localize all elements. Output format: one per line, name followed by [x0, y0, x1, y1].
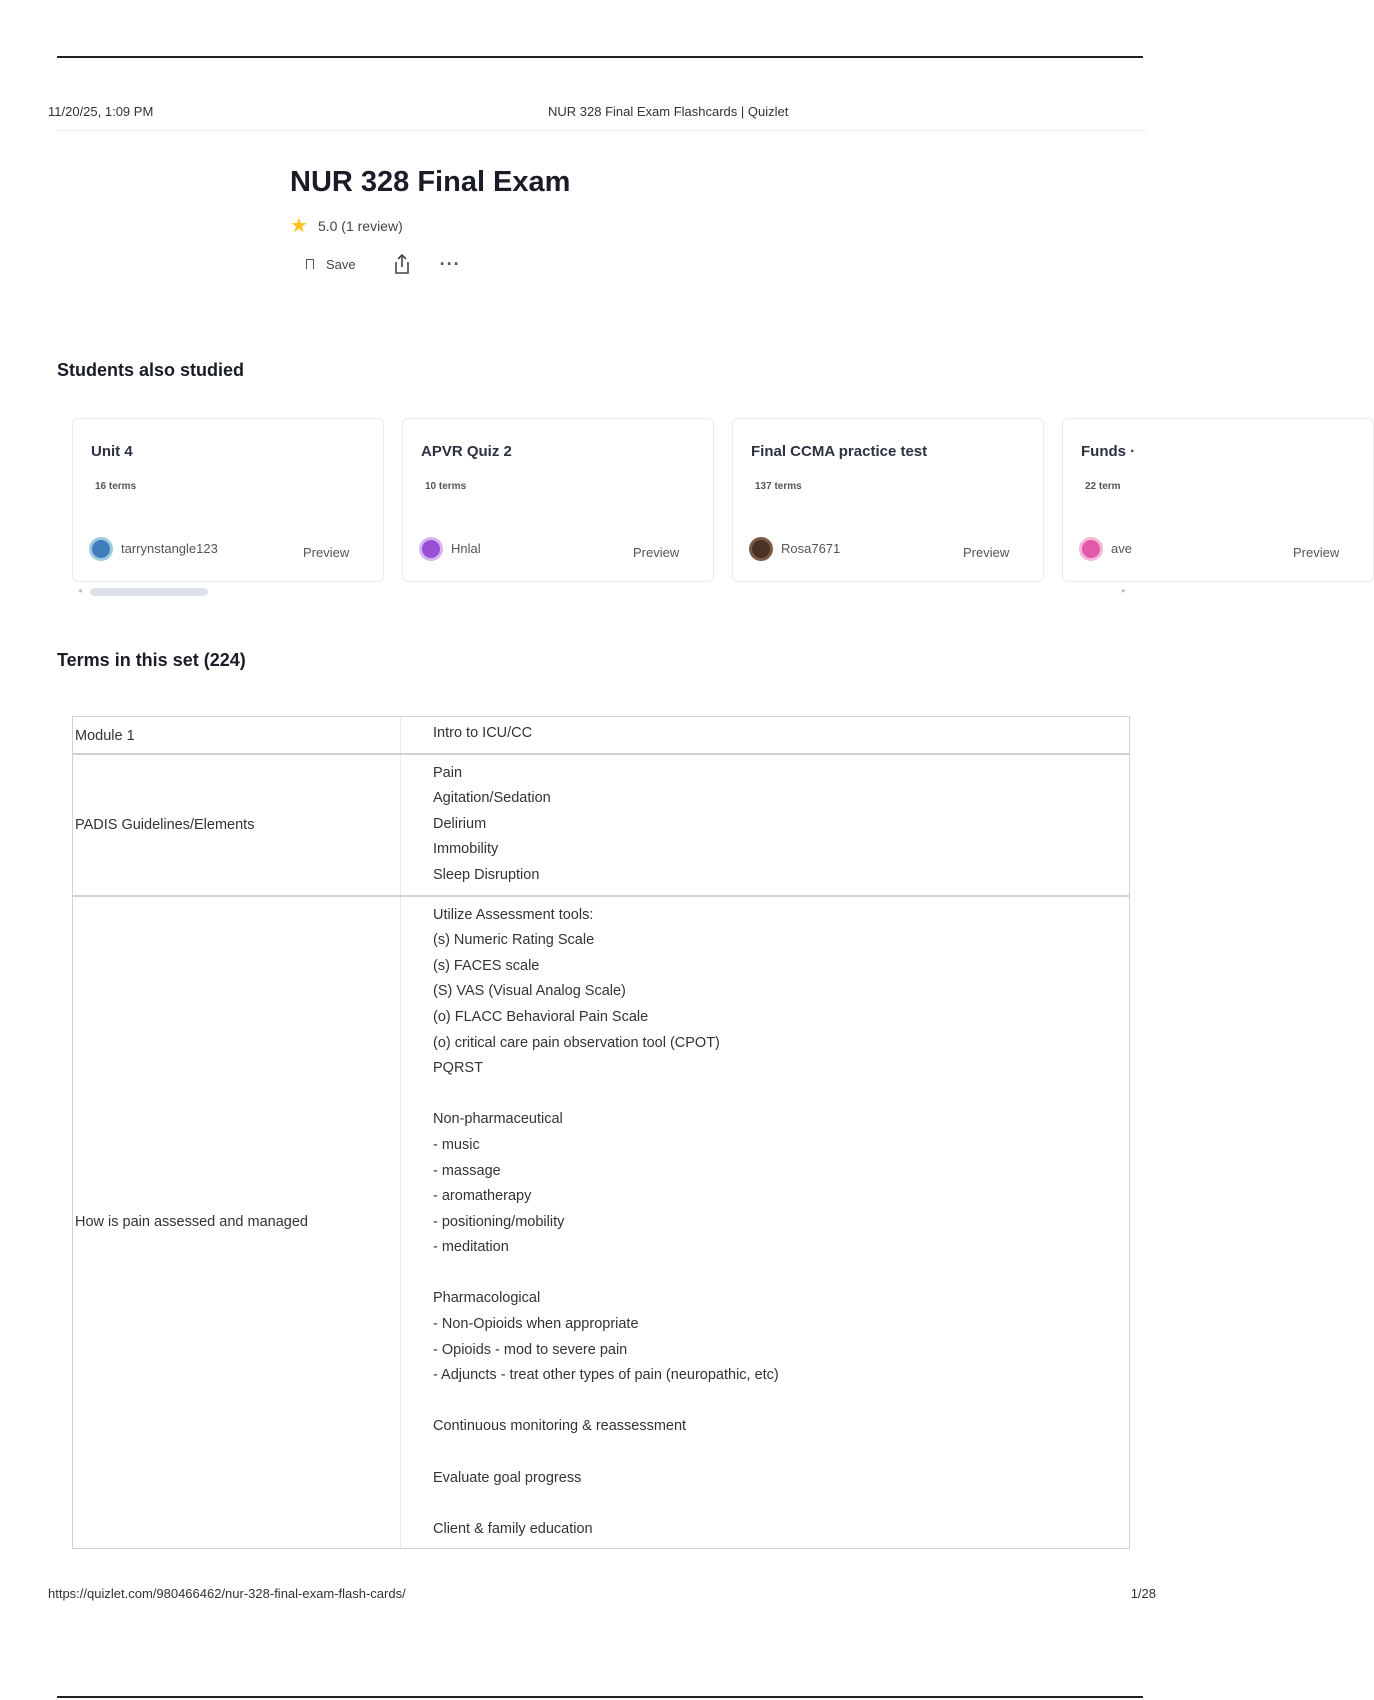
print-url: https://quizlet.com/980466462/nur-328-final-exam-flash-cards/: [48, 1586, 406, 1601]
definition-line: (s) FACES scale: [433, 957, 540, 974]
avatar: [89, 537, 113, 561]
students-also-studied-heading: Students also studied: [57, 360, 245, 380]
rating[interactable]: [290, 216, 403, 236]
definition-line: Client & family education: [433, 1520, 593, 1537]
preview-button[interactable]: Preview: [963, 545, 1010, 560]
preview-button[interactable]: Preview: [633, 545, 680, 560]
share-button[interactable]: [392, 253, 412, 275]
preview-button[interactable]: Preview: [303, 545, 350, 560]
table-row: [73, 897, 1129, 1549]
definition-line: - meditation: [433, 1239, 509, 1256]
definition-line: [433, 1440, 1129, 1466]
definition-line: [433, 1261, 1129, 1287]
card-term-count: 10 terms: [425, 481, 467, 492]
definition-line: - music: [433, 1136, 480, 1153]
definition-line: - positioning/mobility: [433, 1213, 565, 1230]
print-date: 11/20/25, 1:09 PM: [48, 104, 154, 119]
definition-line: Sleep Disruption: [433, 866, 540, 883]
star-icon: ★: [290, 215, 308, 237]
definition-line: (o) critical care pain observation tool (CPOT): [433, 1034, 720, 1051]
scroll-right-icon[interactable]: ▸: [1121, 586, 1126, 595]
save-label: Save: [326, 256, 356, 272]
scrollbar-thumb[interactable]: [90, 588, 208, 596]
definition-line: [433, 1082, 1129, 1108]
table-row: [73, 755, 1129, 897]
card-username[interactable]: tarrynstangle123: [121, 541, 218, 556]
related-set-card[interactable]: [732, 418, 1044, 582]
related-set-card[interactable]: [72, 418, 384, 582]
avatar: [1079, 537, 1103, 561]
scroll-left-icon[interactable]: ◂: [78, 586, 83, 595]
definition-line: (o) FLACC Behavioral Pain Scale: [433, 1008, 649, 1025]
related-set-card[interactable]: [402, 418, 714, 582]
print-header: [48, 104, 1152, 120]
header-separator: [57, 130, 1147, 131]
definition-line: (S) VAS (Visual Analog Scale): [433, 983, 626, 1000]
definition-line: Evaluate goal progress: [433, 1469, 582, 1486]
set-actions: [306, 252, 461, 276]
card-title: Final CCMA practice test: [751, 443, 928, 460]
term-cell: Module 1: [73, 717, 401, 753]
rating-text: 5.0 (1 review): [317, 218, 403, 234]
definition-line: - Opioids - mod to severe pain: [433, 1341, 628, 1358]
card-username[interactable]: ave: [1111, 541, 1132, 556]
definition-cell: [401, 755, 1129, 895]
definition-line: - massage: [433, 1162, 501, 1179]
print-page-title: NUR 328 Final Exam Flashcards | Quizlet: [548, 104, 789, 119]
save-button[interactable]: [306, 257, 356, 272]
card-term-count: 22 term: [1085, 481, 1121, 492]
definition-line: Delirium: [433, 815, 487, 832]
definition-line: Continuous monitoring & reassessment: [433, 1418, 687, 1435]
table-row: [73, 717, 1129, 755]
card-title: APVR Quiz 2: [421, 443, 512, 460]
definition-line: Pharmacological: [433, 1290, 541, 1307]
avatar: [749, 537, 773, 561]
page-number: 1/28: [1130, 1586, 1156, 1601]
more-icon: ···: [439, 254, 461, 274]
definition-line: - Adjuncts - treat other types of pain (neuropathic, etc): [433, 1367, 779, 1384]
terms-heading: Terms in this set (224): [57, 650, 246, 670]
definition-line: [433, 1389, 1129, 1415]
top-rule: [57, 56, 1143, 58]
related-sets-carousel[interactable]: [72, 418, 1340, 588]
definition-line: [433, 1491, 1129, 1517]
card-title: Funds ·: [1081, 443, 1136, 460]
avatar: [419, 537, 443, 561]
more-options-button[interactable]: [439, 254, 461, 274]
set-title: NUR 328 Final Exam: [290, 166, 571, 198]
definition-cell: [401, 897, 1129, 1549]
definition-line: Immobility: [433, 841, 499, 858]
term-cell: How is pain assessed and managed: [73, 897, 401, 1549]
card-username[interactable]: Rosa7671: [781, 541, 841, 556]
related-set-card[interactable]: [1062, 418, 1374, 582]
bookmark-icon: [306, 259, 314, 269]
card-username[interactable]: Hnlal: [451, 541, 481, 556]
card-term-count: 16 terms: [95, 481, 137, 492]
term-cell: PADIS Guidelines/Elements: [73, 755, 401, 895]
share-icon: [392, 253, 412, 275]
card-title: Unit 4: [91, 443, 133, 460]
definition-line: PQRST: [433, 1060, 483, 1077]
terms-table: [72, 716, 1130, 1549]
preview-button[interactable]: Preview: [1293, 545, 1340, 560]
carousel-scrollbar[interactable]: [78, 588, 1126, 596]
definition-cell: [401, 717, 1129, 753]
bottom-rule: [57, 1696, 1143, 1698]
definition-line: Pain: [433, 764, 463, 781]
card-term-count: 137 terms: [755, 481, 802, 492]
definition-line: Agitation/Sedation: [433, 790, 551, 807]
definition-line: - aromatherapy: [433, 1188, 532, 1205]
definition-line: Utilize Assessment tools:: [433, 906, 594, 923]
definition-line: (s) Numeric Rating Scale: [433, 932, 595, 949]
print-footer: [48, 1586, 1156, 1604]
definition-line: Intro to ICU/CC: [433, 725, 533, 741]
definition-line: - Non-Opioids when appropriate: [433, 1316, 639, 1333]
definition-line: Non-pharmaceutical: [433, 1111, 563, 1128]
